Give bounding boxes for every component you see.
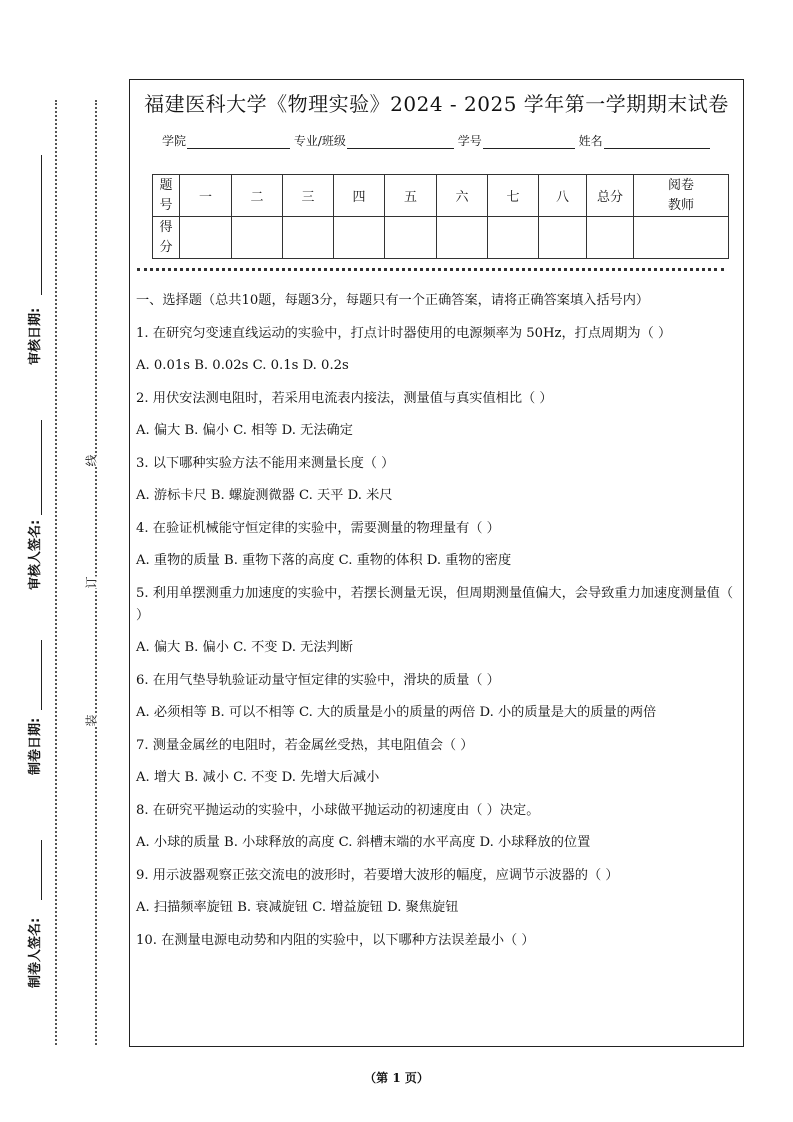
maker-sign-blank[interactable] — [41, 840, 42, 900]
question-section — [136, 290, 739, 962]
score-cell-total[interactable] — [587, 217, 634, 259]
name-label: 姓名 — [578, 134, 603, 148]
score-table-score-row — [153, 217, 729, 259]
options-7: A. 增大 B. 减小 C. 不变 D. 先增大后减小 — [136, 770, 380, 785]
major-class-label: 专业/班级 — [293, 134, 346, 148]
name-field[interactable] — [604, 137, 710, 149]
page-number: （第 1 页） — [364, 1071, 429, 1085]
col-1: 一 — [180, 175, 232, 217]
score-cell-5[interactable] — [385, 217, 437, 259]
col-2: 二 — [232, 175, 283, 217]
col-8: 八 — [539, 175, 587, 217]
binding-char-zhuang: 装 — [81, 714, 102, 726]
binding-char-line: 线 — [81, 454, 102, 466]
maker-date-blank[interactable] — [41, 640, 42, 710]
exam-frame — [129, 79, 744, 1047]
reviewer-header: 阅卷 教师 — [634, 175, 729, 217]
score-table-header-row — [153, 175, 729, 217]
exam-title: 福建医科大学《物理实验》2024 - 2025 学年第一学期期末试卷 — [144, 92, 729, 116]
student-id-field[interactable] — [483, 137, 575, 149]
college-field[interactable] — [187, 137, 290, 149]
options-9: A. 扫描频率旋钮 B. 衰减旋钮 C. 增益旋钮 D. 聚焦旋钮 — [136, 900, 459, 915]
score-table — [152, 174, 729, 259]
score-cell-3[interactable] — [283, 217, 334, 259]
question-9: 9. 用示波器观察正弦交流电的波形时，若要增大波形的幅度，应调节示波器的（ ） — [136, 867, 619, 883]
binding-dotted-line-outer — [55, 100, 57, 1045]
options-2: A. 偏大 B. 偏小 C. 相等 D. 无法确定 — [136, 423, 353, 438]
options-8: A. 小球的质量 B. 小球释放的高度 C. 斜槽末端的水平高度 D. 小球释放的位置 — [136, 835, 591, 850]
dotted-separator — [137, 268, 724, 271]
score-cell-6[interactable] — [437, 217, 488, 259]
question-8: 8. 在研究平抛运动的实验中，小球做平抛运动的初速度由（ ）决定。 — [136, 802, 540, 818]
binding-char-ding: 订 — [81, 576, 102, 588]
student-info-row — [162, 132, 710, 149]
student-id-label: 学号 — [457, 134, 482, 148]
section-title: 一、选择题（总共10题，每题3分，每题只有一个正确答案，请将正确答案填入括号内） — [136, 293, 650, 308]
col-3: 三 — [283, 175, 334, 217]
options-4: A. 重物的质量 B. 重物下落的高度 C. 重物的体积 D. 重物的密度 — [136, 553, 512, 568]
score-cell-8[interactable] — [539, 217, 587, 259]
col-6: 六 — [437, 175, 488, 217]
reviewer-sign-blank[interactable] — [41, 420, 42, 515]
reviewer-date-blank[interactable] — [41, 155, 42, 295]
col-7: 七 — [488, 175, 539, 217]
col-5: 五 — [385, 175, 437, 217]
col-total: 总分 — [587, 175, 634, 217]
major-class-field[interactable] — [347, 137, 454, 149]
question-5: 5. 利用单摆测重力加速度的实验中，若摆长测量无误，但周期测量值偏大，会导致重力加速度测量值（ ） — [136, 585, 734, 623]
question-6: 6. 在用气垫导轨验证动量守恒定律的实验中，滑块的质量（ ） — [136, 672, 500, 688]
col-4: 四 — [334, 175, 385, 217]
options-5: A. 偏大 B. 偏小 C. 不变 D. 无法判断 — [136, 640, 353, 655]
score-header: 得 分 — [153, 217, 180, 259]
question-1: 1. 在研究匀变速直线运动的实验中，打点计时器使用的电源频率为 50Hz，打点周期为（ ） — [136, 325, 672, 341]
score-cell-1[interactable] — [180, 217, 232, 259]
maker-date-label: 制卷日期: — [28, 717, 43, 775]
question-7: 7. 测量金属丝的电阻时，若金属丝受热，其电阻值会（ ） — [136, 737, 474, 753]
question-4: 4. 在验证机械能守恒定律的实验中，需要测量的物理量有（ ） — [136, 520, 500, 536]
question-number-header: 题 号 — [153, 175, 180, 217]
binding-dotted-line-inner — [95, 100, 97, 1045]
options-1: A. 0.01s B. 0.02s C. 0.1s D. 0.2s — [136, 358, 349, 373]
question-10: 10. 在测量电源电动势和内阻的实验中，以下哪种方法误差最小（ ） — [136, 932, 535, 948]
reviewer-date-label: 审核日期: — [28, 307, 43, 365]
score-cell-2[interactable] — [232, 217, 283, 259]
question-2: 2. 用伏安法测电阻时，若采用电流表内接法，测量值与真实值相比（ ） — [136, 390, 553, 406]
reviewer-sign-label: 审核人签名: — [28, 519, 43, 590]
college-label: 学院 — [162, 134, 187, 148]
options-3: A. 游标卡尺 B. 螺旋测微器 C. 天平 D. 米尺 — [136, 488, 393, 503]
score-cell-reviewer[interactable] — [634, 217, 729, 259]
score-cell-4[interactable] — [334, 217, 385, 259]
question-3: 3. 以下哪种实验方法不能用来测量长度（ ） — [136, 455, 395, 471]
maker-sign-label: 制卷人签名: — [28, 917, 43, 988]
score-cell-7[interactable] — [488, 217, 539, 259]
options-6: A. 必须相等 B. 可以不相等 C. 大的质量是小的质量的两倍 D. 小的质量是大的质量的两倍 — [136, 705, 657, 720]
